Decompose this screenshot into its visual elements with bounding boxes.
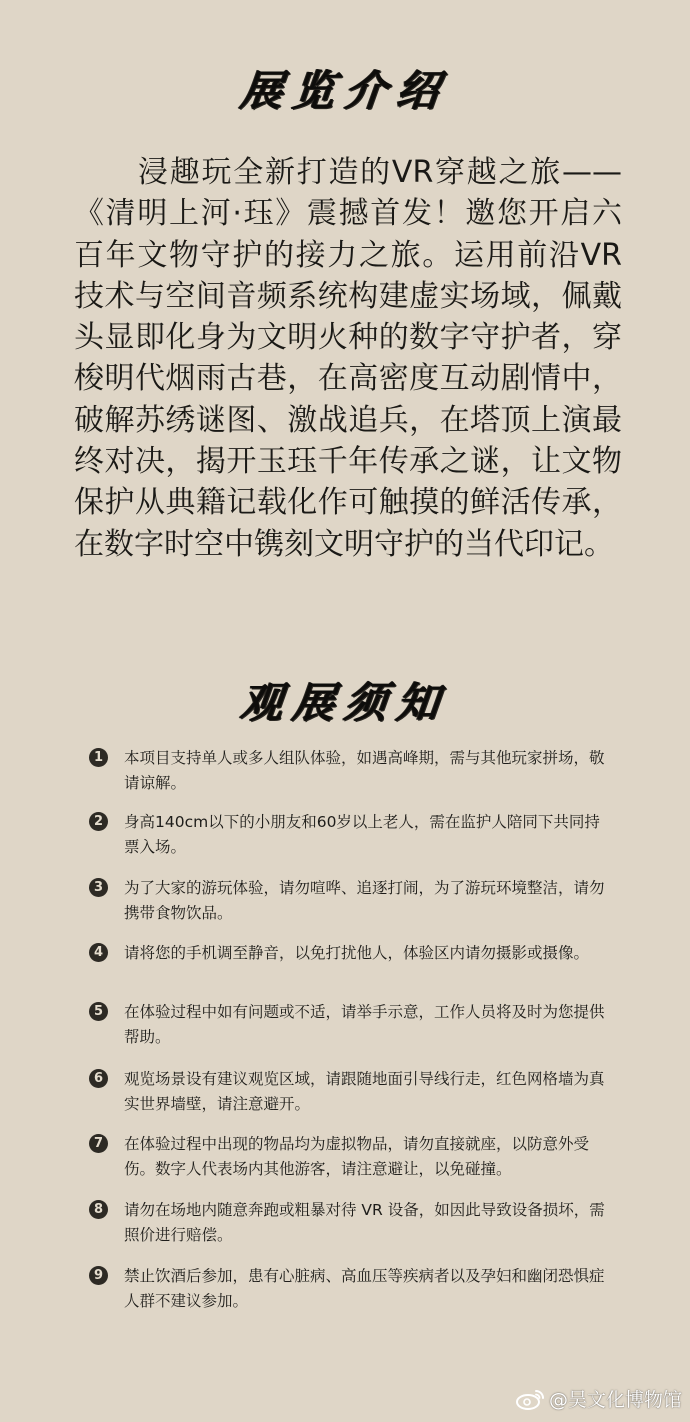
intro-body: 浸趣玩全新打造的VR穿越之旅——《清明上河·珏》震撼首发！邀您开启六百年文物守护的接力之旅。运用前沿VR技术与空间音频系统构建虚实场域，佩戴头显即化身为文明火种的数字守护者，穿梭明代烟雨古巷，在高密度互动剧情中，破解苏绣谜图、激战追兵，在塔顶上演最终对决，揭开玉珏千年传承之谜，让文物保护从典籍记载化作可触摸的鲜活传承，在数字时空中镌刻文明守护的当代印记。 bbox=[74, 155, 622, 562]
notice-number-badge: 6 bbox=[89, 1069, 108, 1088]
notice-text: 身高140cm以下的小朋友和60岁以上老人，需在监护人陪同下共同持票入场。 bbox=[124, 813, 600, 856]
notice-number-badge: 2 bbox=[89, 812, 108, 831]
notice-number-badge: 4 bbox=[89, 943, 108, 962]
notice-text: 观览场景设有建议观览区域，请跟随地面引导线行走，红色网格墙为真实世界墙壁，请注意避开。 bbox=[124, 1070, 605, 1113]
notice-text: 为了大家的游玩体验，请勿喧哗、追逐打闹，为了游玩环境整洁，请勿携带食物饮品。 bbox=[124, 879, 605, 922]
notice-number-badge: 1 bbox=[89, 748, 108, 767]
weibo-watermark bbox=[515, 1385, 682, 1412]
weibo-icon bbox=[515, 1388, 545, 1410]
notice-number-badge: 5 bbox=[89, 1002, 108, 1021]
notice-text: 在体验过程中出现的物品均为虚拟物品，请勿直接就座，以防意外受伤。数字人代表场内其他游客，请注意避让，以免碰撞。 bbox=[124, 1135, 590, 1178]
notice-number-badge: 8 bbox=[89, 1200, 108, 1219]
watermark-text: @吴文化博物馆 bbox=[548, 1389, 682, 1411]
notice-number-badge: 3 bbox=[89, 878, 108, 897]
notice-text: 请将您的手机调至静音，以免打扰他人，体验区内请勿摄影或摄像。 bbox=[124, 944, 590, 962]
notice-text: 禁止饮酒后参加，患有心脏病、高血压等疾病者以及孕妇和幽闭恐惧症人群不建议参加。 bbox=[124, 1267, 605, 1310]
notice-number-badge: 7 bbox=[89, 1134, 108, 1153]
notice-text: 本项目支持单人或多人组队体验，如遇高峰期，需与其他玩家拼场，敬请谅解。 bbox=[124, 749, 605, 792]
notice-number-badge: 9 bbox=[89, 1266, 108, 1285]
notice-text: 在体验过程中如有问题或不适，请举手示意，工作人员将及时为您提供帮助。 bbox=[124, 1003, 605, 1046]
notice-title: 观展须知 bbox=[238, 678, 452, 727]
notice-text: 请勿在场地内随意奔跑或粗暴对待 VR 设备，如因此导致设备损坏，需照价进行赔偿。 bbox=[124, 1201, 605, 1244]
intro-title: 展览介绍 bbox=[238, 66, 452, 115]
